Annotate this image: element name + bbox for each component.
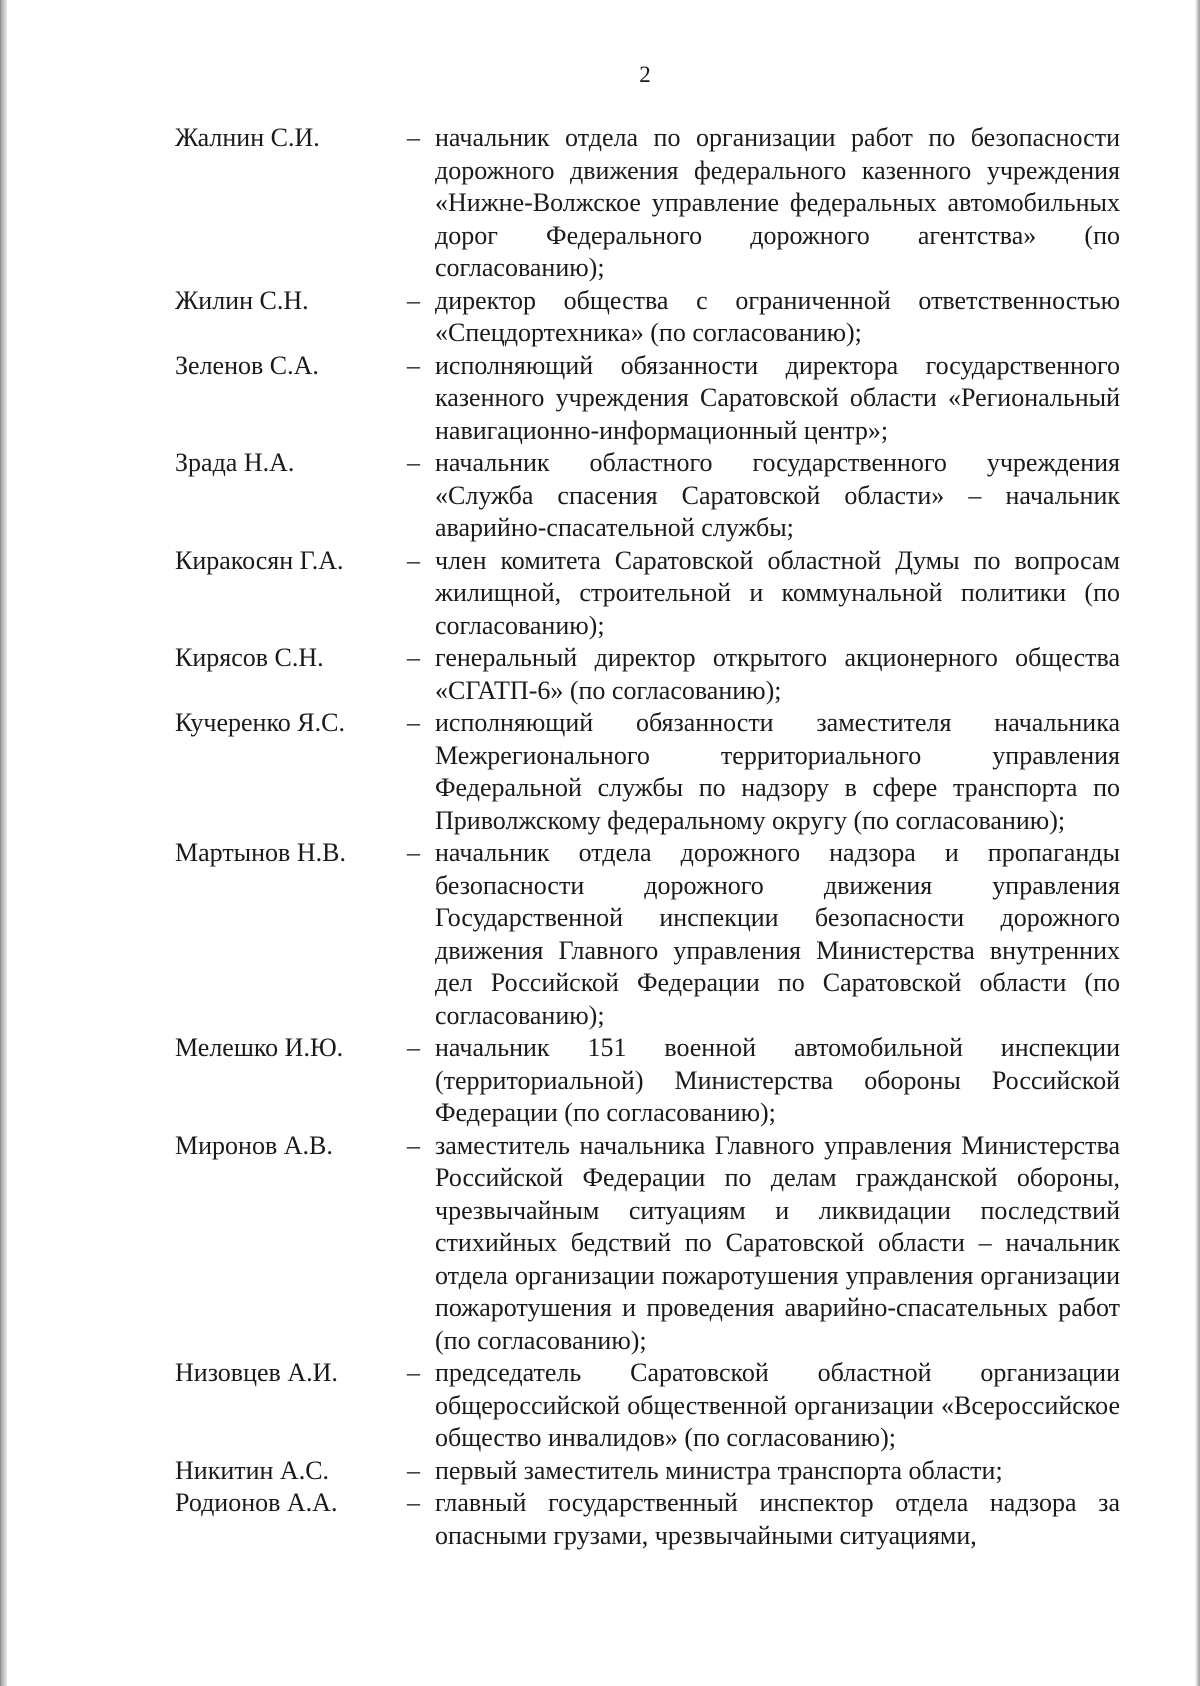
member-position: исполняющий обязанности директора государственного казенного учреждения Саратовской области «Региональный навигационно-информационный центр»; <box>435 350 1120 445</box>
member-name: Миронов А.В. <box>175 1130 333 1160</box>
member-position: генеральный директор открытого акционерного общества «СГАТП-6» (по согласованию); <box>435 643 1120 705</box>
member-position: председатель Саратовской областной организации общероссийской общественной организации «Всероссийское общество инвалидов» (по согласованию); <box>435 1358 1120 1452</box>
member-name: Жилин С.Н. <box>175 285 309 315</box>
page-number: 2 <box>639 62 651 87</box>
member-name: Никитин А.С. <box>175 1455 330 1485</box>
member-entry <box>175 1487 1120 1552</box>
member-name: Жалнин С.И. <box>175 123 320 152</box>
dash-separator: – <box>407 1033 420 1062</box>
member-entry <box>175 1357 1120 1455</box>
dash-separator: – <box>407 448 420 477</box>
member-position: директор общества с ограниченной ответственностью «Спецдортехника» (по согласованию); <box>435 285 1120 347</box>
dash-separator: – <box>407 1455 420 1485</box>
dash-separator: – <box>407 545 420 575</box>
member-entry <box>175 707 1120 837</box>
member-name: Мартынов Н.В. <box>175 838 346 867</box>
member-entry <box>175 545 1120 643</box>
member-entry <box>175 285 1120 350</box>
dash-separator: – <box>407 285 420 315</box>
dash-separator: – <box>407 708 420 737</box>
member-entry <box>175 1130 1120 1358</box>
member-entry <box>175 447 1120 545</box>
member-position: главный государственный инспектор отдела надзора за опасными грузами, чрезвычайными ситуациями, <box>435 1488 1120 1550</box>
member-entry <box>175 1455 1120 1488</box>
member-position: начальник областного государственного учреждения «Служба спасения Саратовской области» – начальник аварийно-спасательной службы; <box>435 448 1120 542</box>
member-name: Кирясов С.Н. <box>175 643 324 672</box>
scan-edge-left <box>0 0 7 1686</box>
member-name: Зрада Н.А. <box>175 448 295 477</box>
member-name: Зеленов С.А. <box>175 350 319 380</box>
member-entry <box>175 642 1120 707</box>
dash-separator: – <box>407 643 420 672</box>
dash-separator: – <box>407 1488 420 1517</box>
member-entry <box>175 837 1120 1032</box>
member-entry <box>175 1032 1120 1130</box>
dash-separator: – <box>407 1358 420 1387</box>
dash-separator: – <box>407 123 420 152</box>
member-position: заместитель начальника Главного управления Министерства Российской Федерации по делам гражданской обороны, чрезвычайным ситуациям и ликвидации последствий стихийных бедствий по Саратовской области – начальник отдела организации пожаротушения управления организации пожаротушения и проведения аварийно-спасательных работ (по согласованию); <box>435 1130 1120 1355</box>
dash-separator: – <box>407 350 420 380</box>
member-list <box>175 122 1120 1552</box>
member-entry <box>175 350 1120 448</box>
member-name: Кучеренко Я.С. <box>175 708 345 737</box>
member-position: первый заместитель министра транспорта области; <box>435 1455 1003 1485</box>
member-name: Мелешко И.Ю. <box>175 1033 344 1062</box>
scan-edge-right <box>1195 0 1200 1686</box>
dash-separator: – <box>407 838 420 867</box>
dash-separator: – <box>407 1130 420 1160</box>
member-name: Родионов А.А. <box>175 1488 338 1517</box>
member-position: член комитета Саратовской областной Думы по вопросам жилищной, строительной и коммунальной политики (по согласованию); <box>435 545 1120 640</box>
member-name: Киракосян Г.А. <box>175 545 344 575</box>
member-position: начальник отдела дорожного надзора и пропаганды безопасности дорожного движения управления Государственной инспекции безопасности дорожного движения Главного управления Министерства внутренних дел Российской Федерации по Саратовской области (по согласованию); <box>435 838 1120 1030</box>
member-entry <box>175 122 1120 285</box>
member-position: начальник 151 военной автомобильной инспекции (территориальной) Министерства обороны Российской Федерации (по согласованию); <box>435 1033 1120 1127</box>
member-position: исполняющий обязанности заместителя начальника Межрегионального территориального управления Федеральной службы по надзору в сфере транспорта по Приволжскому федеральному округу (по согласованию); <box>435 708 1120 835</box>
member-position: начальник отдела по организации работ по безопасности дорожного движения федерального казенного учреждения «Нижне-Волжское управление федеральных автомобильных дорог Федерального дорожного агентства» (по согласованию); <box>435 123 1120 282</box>
member-name: Низовцев А.И. <box>175 1358 338 1387</box>
